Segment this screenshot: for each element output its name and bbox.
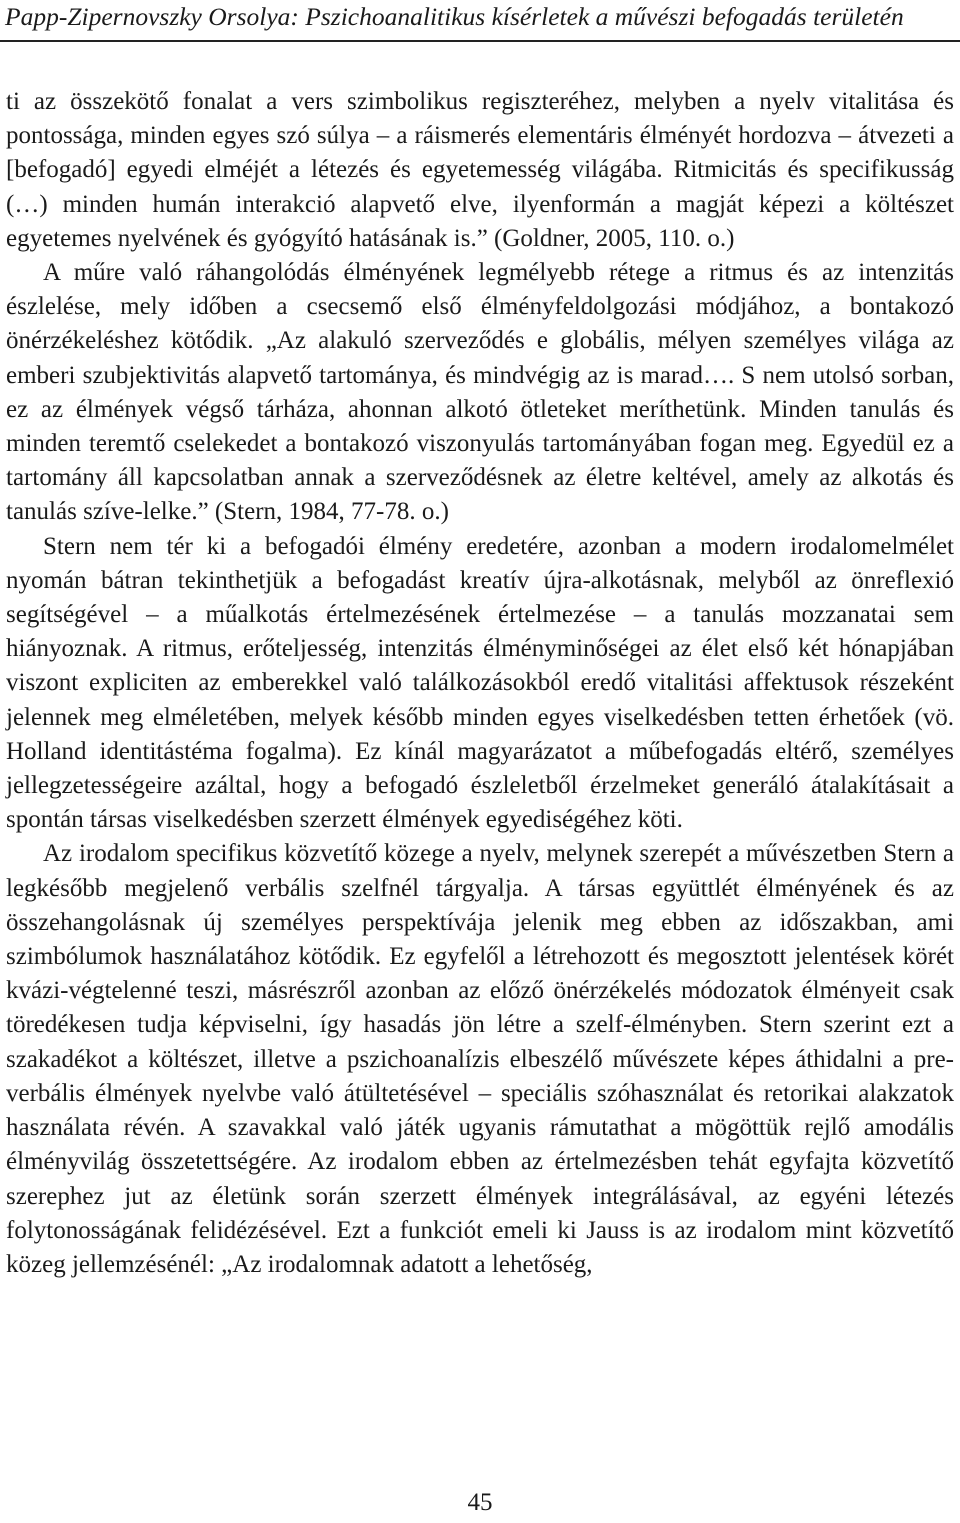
body-text <box>6 85 954 1282</box>
paragraph: ti az összekötő fonalat a vers szimbolikus regiszteréhez, melyben a nyelv vitalitása és pontossága, minden egyes szó súlya – a ráismerés elementáris élményét hordozva – átvezeti a [befogadó] egyedi elméjét a létezés és egyetemesség világába. Ritmicitás és specifikusság (…) minden humán interakció alapvető elve, ilyenformán a magját képezi a költészet egyetemes nyelvének és gyógyító hatásának is.” (Goldner, 2005, 110. o.) <box>6 88 954 252</box>
header-rule <box>0 40 960 42</box>
paragraph: Az irodalom specifikus közvetítő közege a nyelv, melynek szerepét a művészetben Stern a legkésőbb megjelenő verbális szelfnél tárgyalja. A társas együttlét élményének és az összehangolásnak új személyes perspektívája jelenik meg ebben az időszakban, ami szimbólumok használatához kötődik. Ez egyfelől a létrehozott és megosztott jelentések körét kvázi-végtelenné teszi, másrészről azonban az előző önérzékelés módozatok élményeit csak töredékesen tudja képviselni, így hasadás jön létre a szelf-élményben. Stern szerint ezt a szakadékot a költészet, illetve a pszichoanalízis elbeszélő művészete képes áthidalni a pre-verbális élmények nyelvbe való átültetésével – speciális szóhasználat és retorikai alakzatok használata révén. A szavakkal való játék ugyanis rámutathat a mögöttük rejlő amodális élményvilág összetettségére. Az irodalom ebben az értelmezésben tehát egyfajta közvetítő szerephez jut az életünk során szerzett élmények integrálásával, az egyéni létezés folytonosságának felidézésével. Ezt a funkciót emeli ki Jauss is az irodalom mint közvetítő közeg jellemzésénél: „Az irodalomnak adatott a lehetőség, <box>6 840 954 1278</box>
page-number: 45 <box>467 1489 493 1516</box>
running-header: Papp-Zipernovszky Orsolya: Pszichoanalitikus kísérletek a művészi befogadás területén <box>5 2 904 31</box>
paragraph: A műre való ráhangolódás élményének legmélyebb rétege a ritmus és az intenzitás észlelése, mely időben a csecsemő első élményfeldolgozási módjához, a bontakozó önérzékeléshez kötődik. „Az alakuló szerveződés e globális, mélyen személyes világa az emberi szubjektivitás alapvető tartománya, és mindvégig az is marad…. S nem utolsó sorban, ez az élmények végső tárháza, ahonnan alkotó ötleteket meríthetünk. Minden tanulás és minden teremtő cselekedet a bontakozó viszonyulás tartományában fogan meg. Egyedül ez a tartomány áll kapcsolatban annak a szerveződésnek az életre keltével, amely az alkotás és tanulás szíve-lelke.” (Stern, 1984, 77-78. o.) <box>6 259 954 526</box>
paragraph: Stern nem tér ki a befogadói élmény eredetére, azonban a modern irodalomelmélet nyomán bátran tekinthetjük a befogadást kreatív újra-alkotásnak, melyből az önreflexió segítségével – a műalkotás értelmezésének értelmezése – a tanulás mozzanatai sem hiányoznak. A ritmus, erőteljesség, intenzitás élményminőségei az élet első két hónapjában viszont expliciten az emberekkel való találkozásokból eredő vitalitási affektusok részeként jelennek meg elméletében, melyek később minden egyes viselkedésben tetten érhetőek (vö. Holland identitástéma fogalma). Ez kínál magyarázatot a műbefogadás eltérő, személyes jellegzetességeire azáltal, hogy a befogadó észleletből érzelmeket generáló átalakításait a spontán társas viselkedésben szerzett élmények egyediségéhez köti. <box>6 532 954 834</box>
